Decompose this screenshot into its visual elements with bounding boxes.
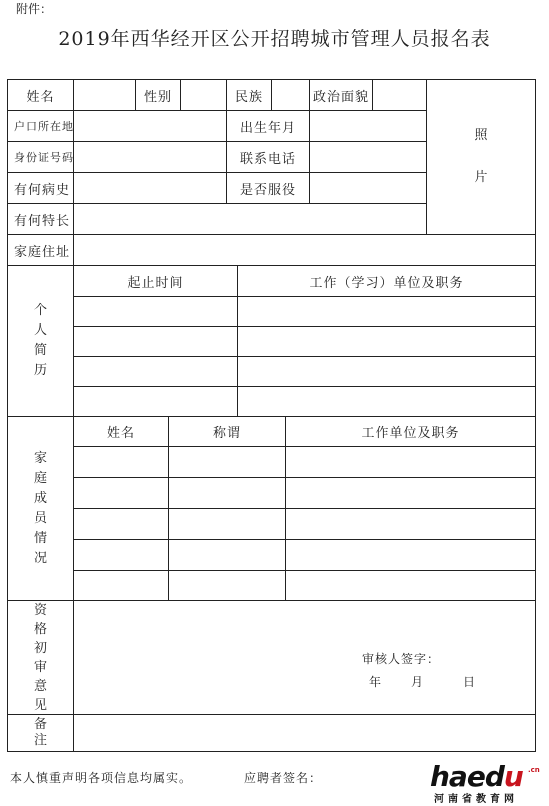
resume-unit-cell[interactable] (237, 386, 536, 417)
medical-history-field[interactable] (73, 172, 227, 204)
resume-period-cell[interactable] (73, 386, 238, 417)
family-name-cell[interactable] (73, 477, 169, 509)
logo-brand-text: haed (430, 760, 504, 793)
birth-field[interactable] (309, 110, 427, 142)
review-char: 资 (33, 602, 47, 618)
political-status-field[interactable] (372, 79, 427, 111)
family-relation-cell[interactable] (168, 570, 286, 601)
resume-section-label (7, 265, 74, 417)
political-status-label: 政治面貌 (309, 79, 373, 111)
remarks-char: 备 (33, 717, 47, 732)
specialty-label: 有何特长 (7, 203, 74, 235)
remarks-char: 注 (33, 733, 47, 748)
family-name-header: 姓名 (73, 416, 169, 447)
family-char: 家 (33, 450, 47, 466)
medical-history-label: 有何病史 (7, 172, 74, 204)
haedu-watermark-logo (430, 760, 542, 804)
hukou-label: 户口所在地 (7, 110, 74, 142)
family-unit-cell[interactable] (285, 570, 536, 601)
family-relation-header: 称谓 (168, 416, 286, 447)
id-number-label: 身份证号码 (7, 141, 74, 173)
review-month-label: 月 (411, 675, 425, 689)
family-char: 员 (33, 510, 47, 526)
review-char: 意 (33, 678, 47, 694)
remarks-label (7, 714, 74, 752)
reviewer-signature-label: 审核人签字： (362, 652, 441, 666)
attachment-label: 附件： (16, 2, 53, 16)
page-title: 2019年西华经开区公开招聘城市管理人员报名表 (58, 28, 491, 50)
resume-period-cell[interactable] (73, 296, 238, 327)
remarks-field[interactable] (73, 714, 536, 752)
phone-field[interactable] (309, 141, 427, 173)
family-relation-cell[interactable] (168, 508, 286, 540)
family-unit-header: 工作单位及职务 (285, 416, 536, 447)
address-field[interactable] (73, 234, 536, 266)
hukou-field[interactable] (73, 110, 227, 142)
family-char: 情 (33, 530, 47, 546)
family-relation-cell[interactable] (168, 446, 286, 478)
review-char: 审 (33, 659, 47, 675)
family-unit-cell[interactable] (285, 508, 536, 540)
specialty-field[interactable] (73, 203, 427, 235)
id-number-field[interactable] (73, 141, 227, 173)
family-name-cell[interactable] (73, 446, 169, 478)
resume-unit-cell[interactable] (237, 296, 536, 327)
resume-unit-cell[interactable] (237, 326, 536, 357)
applicant-signature-label: 应聘者签名： (244, 771, 323, 785)
family-unit-cell[interactable] (285, 446, 536, 478)
photo-label-2: 片 (474, 170, 488, 185)
family-unit-cell[interactable] (285, 539, 536, 571)
family-section-label (7, 416, 74, 601)
birth-label: 出生年月 (226, 110, 310, 142)
review-char: 见 (33, 697, 47, 713)
family-unit-cell[interactable] (285, 477, 536, 509)
resume-unit-header: 工作（学习）单位及职务 (237, 265, 536, 297)
review-day-label: 日 (463, 675, 477, 689)
resume-char: 简 (33, 343, 47, 358)
gender-label: 性别 (135, 79, 181, 111)
phone-label: 联系电话 (226, 141, 310, 173)
photo-label-1: 照 (474, 128, 488, 143)
logo-brand (430, 760, 523, 793)
family-char: 况 (33, 550, 47, 566)
name-label: 姓名 (7, 79, 74, 111)
resume-period-cell[interactable] (73, 356, 238, 387)
photo-box[interactable] (426, 79, 536, 235)
review-char: 格 (33, 621, 47, 637)
resume-period-header: 起止时间 (73, 265, 238, 297)
ethnicity-label: 民族 (226, 79, 272, 111)
military-service-label: 是否服役 (226, 172, 310, 204)
resume-char: 个 (33, 303, 47, 318)
address-label: 家庭住址 (7, 234, 74, 266)
family-relation-cell[interactable] (168, 477, 286, 509)
logo-suffix: .cn (528, 766, 540, 774)
gender-field[interactable] (180, 79, 227, 111)
review-year-label: 年 (369, 675, 383, 689)
family-relation-cell[interactable] (168, 539, 286, 571)
review-section-label (7, 600, 74, 715)
family-name-cell[interactable] (73, 539, 169, 571)
review-opinion-field[interactable] (73, 600, 536, 715)
logo-subtitle: 河南省教育网 (434, 794, 518, 805)
resume-char: 人 (33, 323, 47, 338)
resume-period-cell[interactable] (73, 326, 238, 357)
family-char: 庭 (33, 470, 47, 486)
military-service-field[interactable] (309, 172, 427, 204)
family-name-cell[interactable] (73, 508, 169, 540)
family-name-cell[interactable] (73, 570, 169, 601)
ethnicity-field[interactable] (271, 79, 310, 111)
declaration-text: 本人慎重声明各项信息均属实。 (10, 771, 193, 785)
resume-unit-cell[interactable] (237, 356, 536, 387)
family-char: 成 (33, 490, 47, 506)
logo-brand-u: u (503, 760, 523, 793)
name-field[interactable] (73, 79, 136, 111)
resume-char: 历 (33, 363, 47, 378)
review-char: 初 (33, 640, 47, 656)
